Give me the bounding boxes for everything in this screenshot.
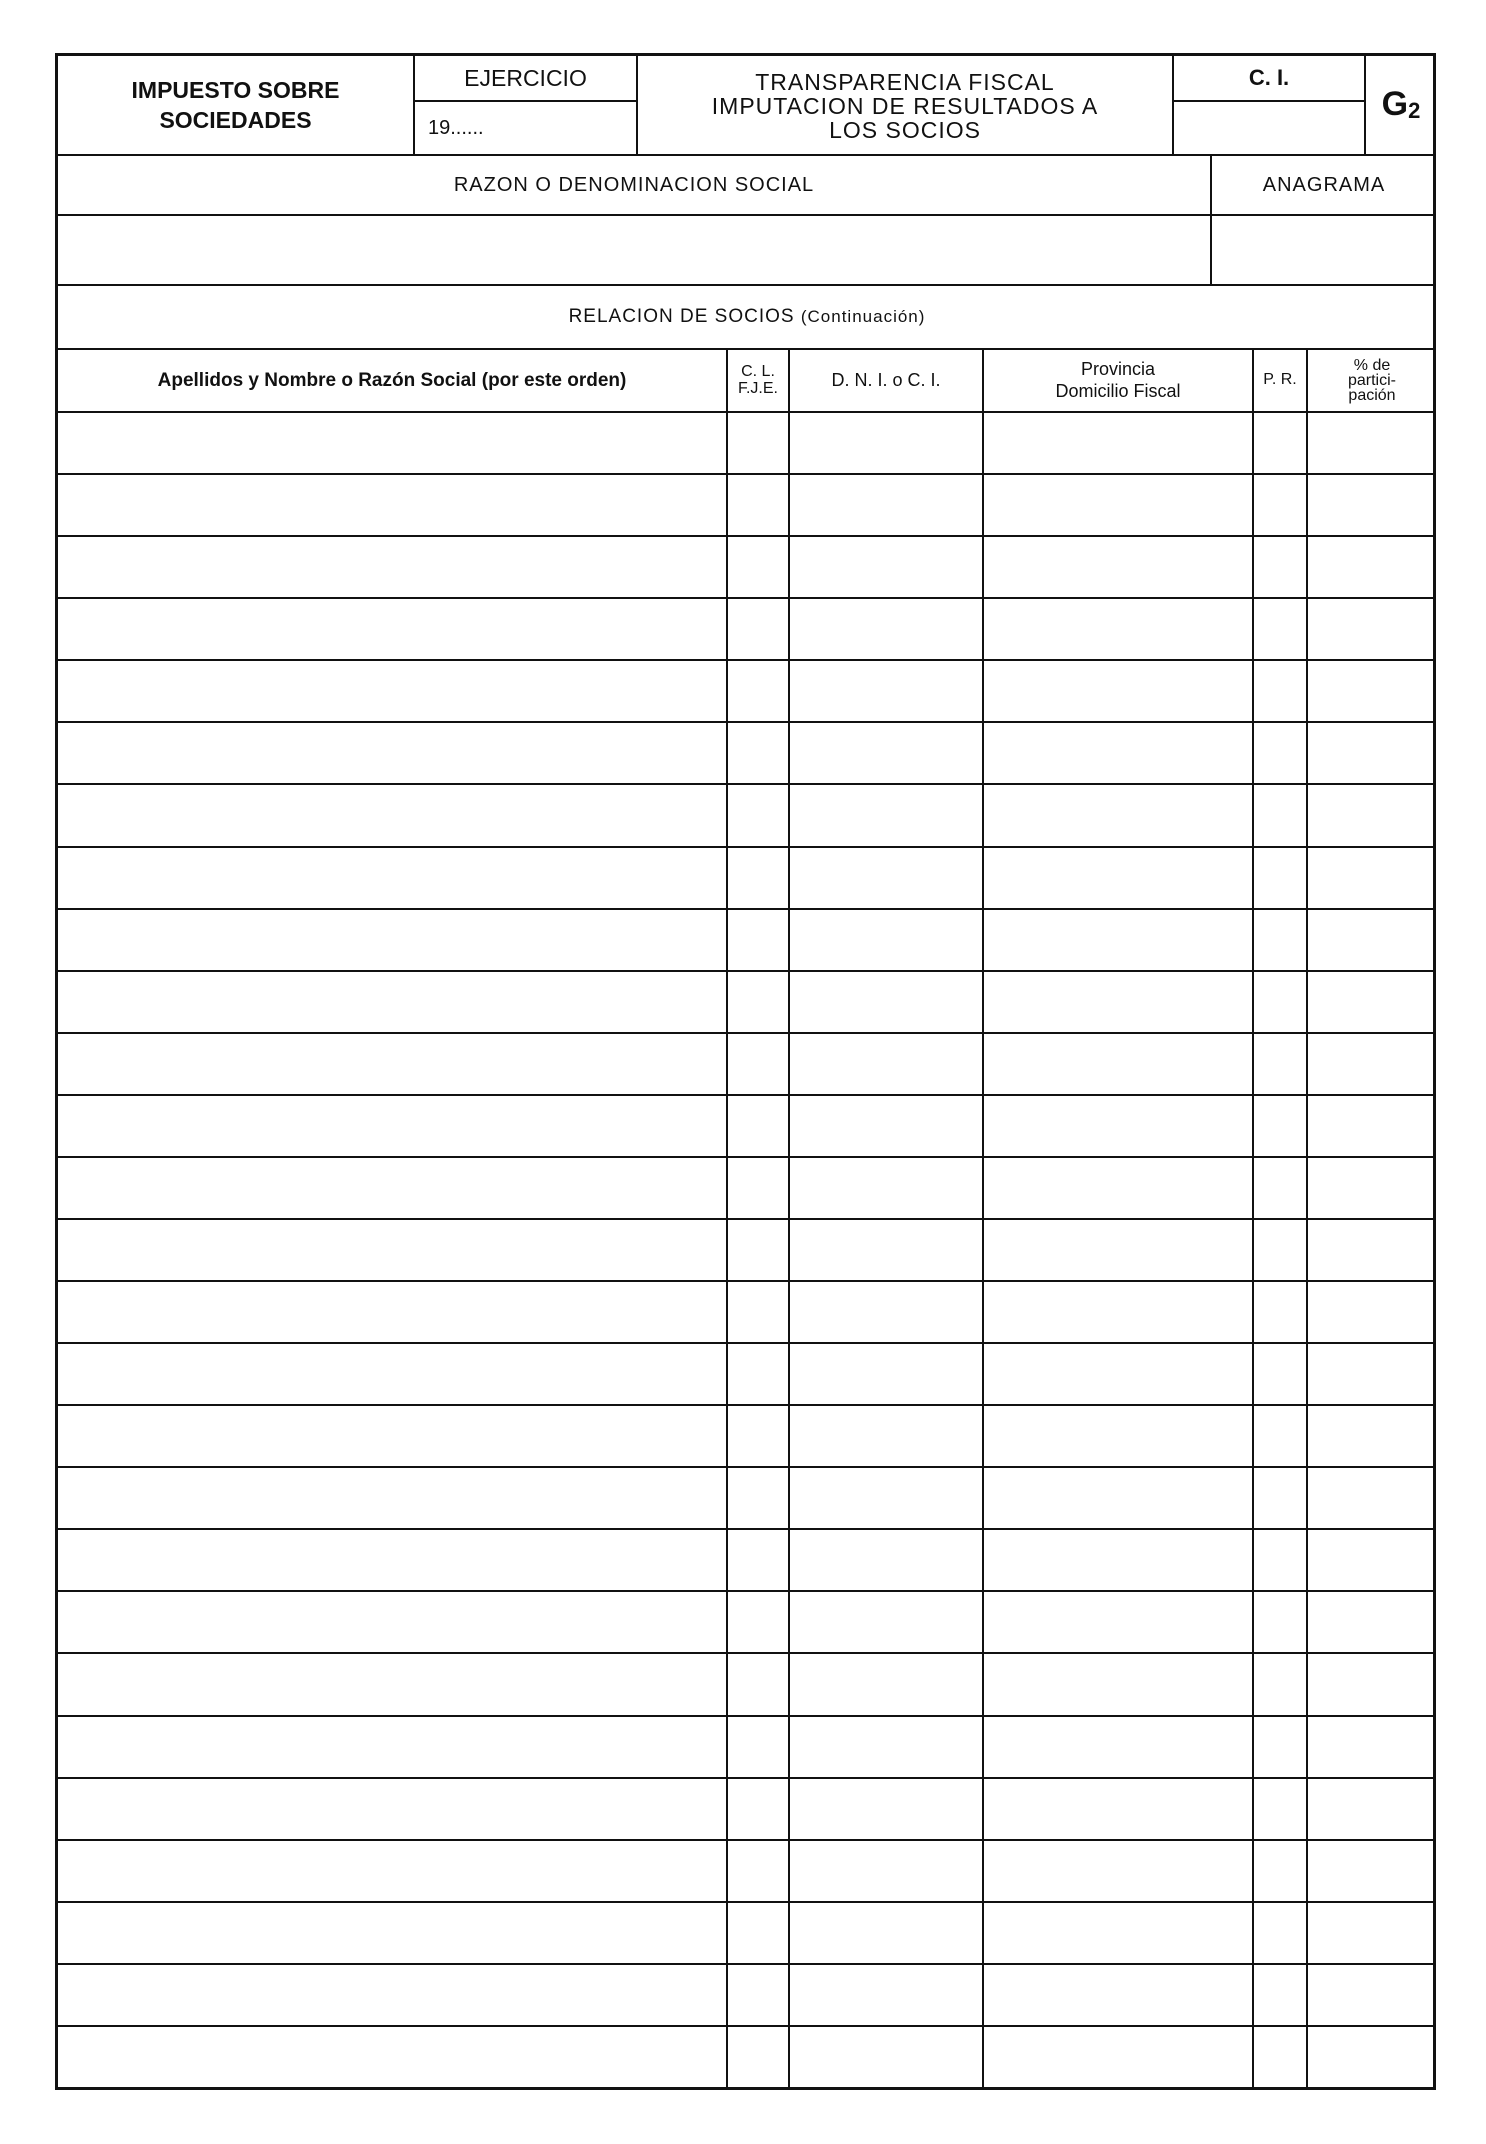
name-cell[interactable] <box>58 537 726 599</box>
ci-field[interactable] <box>1174 102 1364 154</box>
dni-cell[interactable] <box>790 1530 982 1592</box>
ejercicio-label: EJERCICIO <box>464 64 587 91</box>
name-cell[interactable] <box>58 1034 726 1096</box>
pr-cell[interactable] <box>1254 1592 1306 1654</box>
table-row <box>58 597 1433 661</box>
provincia-cell[interactable] <box>984 1096 1252 1158</box>
col-dni-header: D. N. I. o C. I. <box>831 370 941 391</box>
name-cell[interactable] <box>58 910 726 972</box>
table-row <box>58 1590 1433 1654</box>
dni-cell[interactable] <box>790 537 982 599</box>
cl-fje-cell[interactable] <box>728 2027 788 2089</box>
table-row <box>58 1839 1433 1903</box>
cl-fje-cell[interactable] <box>728 599 788 661</box>
dni-cell[interactable] <box>790 475 982 537</box>
form-title-line3: LOS SOCIOS <box>829 117 981 144</box>
col-pr-header: P. R. <box>1263 371 1297 389</box>
pr-cell[interactable] <box>1254 2027 1306 2089</box>
pr-cell[interactable] <box>1254 413 1306 475</box>
dni-cell[interactable] <box>790 1158 982 1220</box>
pr-cell[interactable] <box>1254 1158 1306 1220</box>
table-row <box>58 535 1433 599</box>
cl-fje-cell[interactable] <box>728 413 788 475</box>
provincia-cell[interactable] <box>984 1220 1252 1282</box>
pct-cell[interactable] <box>1308 537 1436 599</box>
table-row <box>58 1218 1433 1282</box>
pct-cell[interactable] <box>1308 1282 1436 1344</box>
table-row <box>58 1280 1433 1344</box>
name-cell[interactable] <box>58 661 726 723</box>
provincia-cell[interactable] <box>984 1468 1252 1530</box>
provincia-cell[interactable] <box>984 1034 1252 1096</box>
table-row <box>58 1715 1433 1779</box>
pct-cell[interactable] <box>1308 413 1436 475</box>
table-row <box>58 721 1433 785</box>
pct-cell[interactable] <box>1308 1654 1436 1716</box>
ejercicio-field[interactable]: 19...... <box>428 116 484 139</box>
name-cell[interactable] <box>58 1717 726 1779</box>
pct-cell[interactable] <box>1308 723 1436 785</box>
col-provincia-line2: Domicilio Fiscal <box>1055 381 1181 401</box>
pr-cell[interactable] <box>1254 1406 1306 1468</box>
table-row <box>58 411 1433 475</box>
pr-cell[interactable] <box>1254 1654 1306 1716</box>
tax-title <box>58 70 413 140</box>
pct-cell[interactable] <box>1308 1158 1436 1220</box>
dni-cell[interactable] <box>790 1717 982 1779</box>
table-row <box>58 783 1433 847</box>
col-cl-line2: F.J.E. <box>737 379 778 397</box>
dni-cell[interactable] <box>790 1406 982 1468</box>
dni-cell[interactable] <box>790 723 982 785</box>
pr-cell[interactable] <box>1254 1034 1306 1096</box>
tax-title-line2: SOCIEDADES <box>159 107 312 133</box>
pct-cell[interactable] <box>1308 1530 1436 1592</box>
col-pct-line3: pación <box>1348 387 1396 405</box>
cl-fje-cell[interactable] <box>728 1592 788 1654</box>
name-cell[interactable] <box>58 1344 726 1406</box>
form-title-line1: TRANSPARENCIA FISCAL <box>755 68 1055 95</box>
pct-cell[interactable] <box>1308 1841 1436 1903</box>
pr-cell[interactable] <box>1254 972 1306 1034</box>
provincia-cell[interactable] <box>984 1530 1252 1592</box>
pct-cell[interactable] <box>1308 1468 1436 1530</box>
pct-cell[interactable] <box>1308 2027 1436 2089</box>
provincia-cell[interactable] <box>984 599 1252 661</box>
name-cell[interactable] <box>58 972 726 1034</box>
name-cell[interactable] <box>58 1903 726 1965</box>
pct-cell[interactable] <box>1308 1903 1436 1965</box>
table-row <box>58 1404 1433 1468</box>
socios-section-title <box>58 286 1436 348</box>
table-row <box>58 2025 1433 2089</box>
dni-cell[interactable] <box>790 1654 982 1716</box>
table-row <box>58 970 1433 1034</box>
provincia-cell[interactable] <box>984 1965 1252 2027</box>
provincia-cell[interactable] <box>984 413 1252 475</box>
pr-cell[interactable] <box>1254 1344 1306 1406</box>
col-provincia-line1: Provincia <box>1080 359 1156 380</box>
pr-cell[interactable] <box>1254 599 1306 661</box>
table-row <box>58 908 1433 972</box>
anagram-label: ANAGRAMA <box>1262 173 1386 196</box>
dni-cell[interactable] <box>790 972 982 1034</box>
dni-cell[interactable] <box>790 1841 982 1903</box>
cl-fje-cell[interactable] <box>728 1282 788 1344</box>
cl-fje-cell[interactable] <box>728 1965 788 2027</box>
form-code <box>1366 56 1436 154</box>
cl-fje-cell[interactable] <box>728 723 788 785</box>
cl-fje-cell[interactable] <box>728 475 788 537</box>
ci-label: C. I. <box>1248 65 1290 91</box>
pct-cell[interactable] <box>1308 848 1436 910</box>
dni-cell[interactable] <box>790 1282 982 1344</box>
dni-cell[interactable] <box>790 785 982 847</box>
cl-fje-cell[interactable] <box>728 537 788 599</box>
col-pct-line2: partici- <box>1347 371 1396 389</box>
pr-cell[interactable] <box>1254 1096 1306 1158</box>
name-cell[interactable] <box>58 1965 726 2027</box>
pct-cell[interactable] <box>1308 1344 1436 1406</box>
dni-cell[interactable] <box>790 1779 982 1841</box>
pr-cell[interactable] <box>1254 848 1306 910</box>
provincia-cell[interactable] <box>984 972 1252 1034</box>
cl-fje-cell[interactable] <box>728 1344 788 1406</box>
pr-cell[interactable] <box>1254 1717 1306 1779</box>
col-cl-line1: C. L. <box>741 362 775 380</box>
provincia-cell[interactable] <box>984 1158 1252 1220</box>
name-cell[interactable] <box>58 1282 726 1344</box>
name-cell[interactable] <box>58 785 726 847</box>
col-provincia-header <box>984 350 1252 411</box>
pr-cell[interactable] <box>1254 910 1306 972</box>
name-cell[interactable] <box>58 599 726 661</box>
pr-cell[interactable] <box>1254 475 1306 537</box>
cl-fje-cell[interactable] <box>728 1406 788 1468</box>
pct-cell[interactable] <box>1308 599 1436 661</box>
table-row <box>58 1652 1433 1716</box>
socios-subtitle: (Continuación) <box>800 307 926 327</box>
form-code-number: 2 <box>1408 98 1421 124</box>
name-cell[interactable] <box>58 1779 726 1841</box>
table-row <box>58 1466 1433 1530</box>
cl-fje-cell[interactable] <box>728 1220 788 1282</box>
anagram-field[interactable] <box>1212 216 1436 284</box>
pr-cell[interactable] <box>1254 1220 1306 1282</box>
dni-cell[interactable] <box>790 1034 982 1096</box>
cl-fje-cell[interactable] <box>728 910 788 972</box>
name-cell[interactable] <box>58 1220 726 1282</box>
table-row <box>58 1156 1433 1220</box>
pct-cell[interactable] <box>1308 475 1436 537</box>
provincia-cell[interactable] <box>984 910 1252 972</box>
pct-cell[interactable] <box>1308 785 1436 847</box>
name-cell[interactable] <box>58 1406 726 1468</box>
provincia-cell[interactable] <box>984 1282 1252 1344</box>
provincia-cell[interactable] <box>984 1344 1252 1406</box>
pct-cell[interactable] <box>1308 1965 1436 2027</box>
name-cell[interactable] <box>58 1096 726 1158</box>
dni-cell[interactable] <box>790 1592 982 1654</box>
cl-fje-cell[interactable] <box>728 1158 788 1220</box>
pct-cell[interactable] <box>1308 1717 1436 1779</box>
provincia-cell[interactable] <box>984 537 1252 599</box>
dni-cell[interactable] <box>790 661 982 723</box>
cl-fje-cell[interactable] <box>728 1096 788 1158</box>
dni-cell[interactable] <box>790 413 982 475</box>
cl-fje-cell[interactable] <box>728 972 788 1034</box>
tax-title-line1: IMPUESTO SOBRE <box>131 76 340 103</box>
col-cl-header <box>728 350 788 411</box>
provincia-cell[interactable] <box>984 1592 1252 1654</box>
tax-form <box>55 53 1436 2090</box>
name-cell[interactable] <box>58 1158 726 1220</box>
provincia-cell[interactable] <box>984 723 1252 785</box>
form-title-line2: IMPUTACION DE RESULTADOS A <box>711 92 1099 119</box>
table-row <box>58 846 1433 910</box>
cl-fje-cell[interactable] <box>728 848 788 910</box>
cl-fje-cell[interactable] <box>728 1841 788 1903</box>
provincia-cell[interactable] <box>984 848 1252 910</box>
company-name-field[interactable] <box>58 216 1210 284</box>
provincia-cell[interactable] <box>984 475 1252 537</box>
table-row <box>58 659 1433 723</box>
dni-cell[interactable] <box>790 599 982 661</box>
dni-cell[interactable] <box>790 1965 982 2027</box>
table-row <box>58 1032 1433 1096</box>
cl-fje-cell[interactable] <box>728 1717 788 1779</box>
table-row <box>58 1777 1433 1841</box>
col-pct-header <box>1308 350 1436 411</box>
pr-cell[interactable] <box>1254 723 1306 785</box>
pr-cell[interactable] <box>1254 1903 1306 1965</box>
provincia-cell[interactable] <box>984 1406 1252 1468</box>
pr-cell[interactable] <box>1254 537 1306 599</box>
table-row <box>58 1528 1433 1592</box>
pct-cell[interactable] <box>1308 1220 1436 1282</box>
provincia-cell[interactable] <box>984 1903 1252 1965</box>
pct-cell[interactable] <box>1308 661 1436 723</box>
table-row <box>58 1094 1433 1158</box>
company-name-label: RAZON O DENOMINACION SOCIAL <box>453 173 815 196</box>
name-cell[interactable] <box>58 1468 726 1530</box>
dni-cell[interactable] <box>790 1344 982 1406</box>
pct-cell[interactable] <box>1308 1096 1436 1158</box>
pr-cell[interactable] <box>1254 1468 1306 1530</box>
pr-cell[interactable] <box>1254 1841 1306 1903</box>
cl-fje-cell[interactable] <box>728 1654 788 1716</box>
name-cell[interactable] <box>58 475 726 537</box>
name-cell[interactable] <box>58 723 726 785</box>
name-cell[interactable] <box>58 1530 726 1592</box>
col-name-header: Apellidos y Nombre o Razón Social (por este orden) <box>157 369 627 391</box>
pct-cell[interactable] <box>1308 1779 1436 1841</box>
pr-cell[interactable] <box>1254 1965 1306 2027</box>
col-pct-line1: % de <box>1353 356 1391 374</box>
name-cell[interactable] <box>58 2027 726 2089</box>
pr-cell[interactable] <box>1254 1779 1306 1841</box>
provincia-cell[interactable] <box>984 2027 1252 2089</box>
name-cell[interactable] <box>58 1654 726 1716</box>
cl-fje-cell[interactable] <box>728 1779 788 1841</box>
table-row <box>58 1963 1433 2027</box>
pct-cell[interactable] <box>1308 1034 1436 1096</box>
provincia-cell[interactable] <box>984 1779 1252 1841</box>
provincia-cell[interactable] <box>984 661 1252 723</box>
table-row <box>58 1342 1433 1406</box>
cl-fje-cell[interactable] <box>728 785 788 847</box>
dni-cell[interactable] <box>790 2027 982 2089</box>
provincia-cell[interactable] <box>984 1654 1252 1716</box>
cl-fje-cell[interactable] <box>728 661 788 723</box>
table-row <box>58 473 1433 537</box>
form-title <box>638 62 1172 150</box>
dni-cell[interactable] <box>790 1903 982 1965</box>
socios-title: RELACION DE SOCIOS <box>568 306 795 328</box>
cl-fje-cell[interactable] <box>728 1468 788 1530</box>
pct-cell[interactable] <box>1308 1406 1436 1468</box>
cl-fje-cell[interactable] <box>728 1034 788 1096</box>
provincia-cell[interactable] <box>984 1717 1252 1779</box>
table-row <box>58 1901 1433 1965</box>
cl-fje-cell[interactable] <box>728 1530 788 1592</box>
provincia-cell[interactable] <box>984 785 1252 847</box>
pct-cell[interactable] <box>1308 972 1436 1034</box>
pct-cell[interactable] <box>1308 910 1436 972</box>
dni-cell[interactable] <box>790 910 982 972</box>
name-cell[interactable] <box>58 1592 726 1654</box>
pct-cell[interactable] <box>1308 1592 1436 1654</box>
dni-cell[interactable] <box>790 1220 982 1282</box>
dni-cell[interactable] <box>790 848 982 910</box>
form-code-letter: G <box>1381 85 1409 124</box>
dni-cell[interactable] <box>790 1468 982 1530</box>
cl-fje-cell[interactable] <box>728 1903 788 1965</box>
pr-cell[interactable] <box>1254 785 1306 847</box>
pr-cell[interactable] <box>1254 1282 1306 1344</box>
name-cell[interactable] <box>58 848 726 910</box>
pr-cell[interactable] <box>1254 661 1306 723</box>
name-cell[interactable] <box>58 1841 726 1903</box>
pr-cell[interactable] <box>1254 1530 1306 1592</box>
provincia-cell[interactable] <box>984 1841 1252 1903</box>
name-cell[interactable] <box>58 413 726 475</box>
dni-cell[interactable] <box>790 1096 982 1158</box>
